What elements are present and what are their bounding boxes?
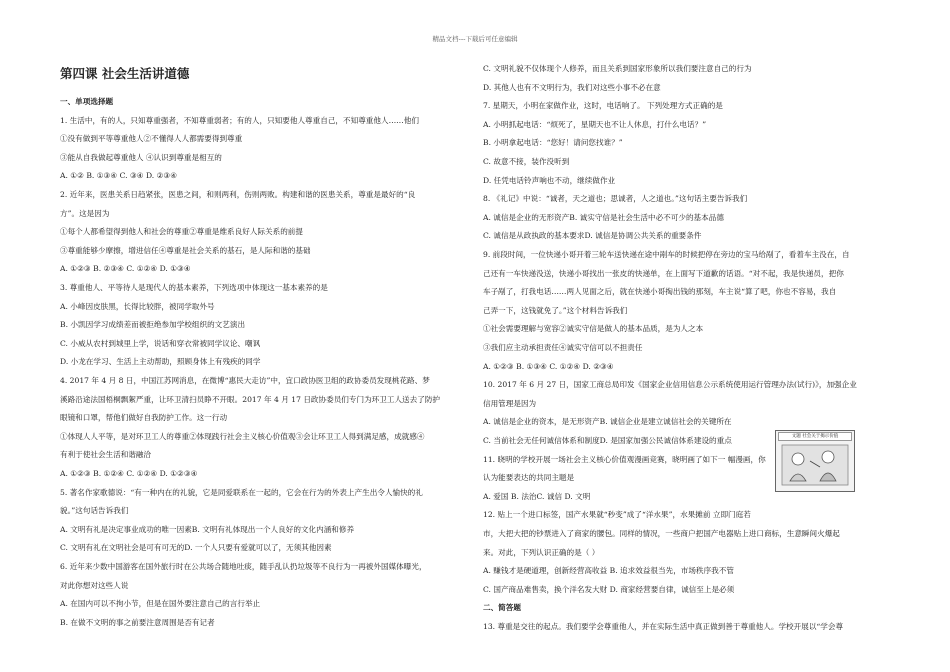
right-text-line: D. 其他人也有不文明行为，我们对这些小事不必在意 [483,82,661,92]
left-text-line: 6. 近年来少数中国游客在国外旅行时在公共场合随地吐痰，随手乱认扔垃圾等不良行为一再被外国媒体曝光， [60,562,427,571]
right-text-line: A. ①②③ B. ①③④ C. ①②④ D. ②③④ [483,361,614,371]
right-text-line: B. 小明拿起电话：“您好！请问您找谁？” [483,138,623,148]
right-text-line: 己弄一下，这钱就免了。”这个材料告诉我们 [483,305,628,315]
right-text-line: 10. 2017 年 6 月 27 日，国家工商总局印发《国家企业信用信息公示系统使用运行管理办法(试行)》，加强企业 [483,380,857,390]
left-text-line: 貌。”这句话告诉我们 [60,506,129,516]
right-text-line: 认为能要表达的共同主题是 [483,473,575,483]
cartoon-caption: 文题 社会关于揭示价值 [778,432,852,441]
right-text-line: A. 小明抓起电话：“烦死了，星期天也不让人休息，打什么电话？” [483,119,707,129]
right-text-line: A. 赚钱才是硬道理，创新经营高收益 B. 追求效益很当先，市场秩序我不管 [483,566,734,576]
left-text-line: 3. 尊重他人、平等待人是现代人的基本素养，下列选项中体现这一基本素养的是 [60,283,328,292]
right-text-line: 12. 贴上一个进口标签，国产水果就“秒变”成了“洋水果”，水果摊前 立即门庭若 [483,510,751,520]
right-text-line: C. 诚信是从政执政的基本要求D. 诚信是协调公共关系的重要条件 [483,231,702,241]
left-text-line: 溪路沿途法国梧桐飘絮严重，让环卫清扫员睁不开眼。2017 年 4 月 17 日政协委员们专门为环卫工人送去了防护 [60,394,441,404]
left-text-line: A. 小峰因皮肤黑，长得比较胖，被同学取外号 [60,301,215,311]
left-text-line: 5. 著名作家歌德说：“有一种内在的礼貌，它是同爱联系在一起的，它会在行为的外表上产生出令人愉快的礼 [60,487,423,497]
left-text-line: D. 小龙在学习、生活上主动帮助，照顾身体上有残疾的同学 [60,357,261,367]
left-text-line: ①没有做到平等尊重他人②不懂得人人都需要得到尊重 [60,134,243,144]
right-text-line: A. 诚信是企业的无形资产B. 诚实守信是社会生活中必不可少的基本品德 [483,212,724,222]
right-text-line: 9. 前段时间，一位快递小哥开着三轮车送快递在途中剐车的时候把停在旁边的宝马给剐了，看着车主没在，自 [483,250,850,259]
right-text-line: C. 故意不接，装作没听到 [483,157,570,166]
right-text-line: 8. 《礼记》中说：“诚者，天之道也；思诚者，人之道也。”这句话主要告诉我们 [483,194,748,204]
right-text-line: D. 任凭电话铃声响也不动，继续做作业 [483,175,616,185]
right-text-line: 市，大把大把的钞票进入了商家的腰包。同样的情况，一些商户把国产电器贴上进口商标，生意瞬间火爆起 [483,529,840,538]
right-text-line: 来。对此，下列认识正确的是（ ） [483,547,600,557]
right-text-line: 车子剐了，打我电话……两人见面之后，就在快递小哥掏出钱的那刻，车主说“算了吧，你也不容易，我自 [483,287,837,297]
left-text-line: 对此你想对这些人说 [60,580,129,590]
right-text-line: 己还有一车快递没送，快递小哥找出一张皮的快递单，在上面写下道歉的话语。“对不起，我是快递员，把你 [483,268,844,278]
right-text-line: C. 文明礼貌不仅体现个人修养，而且关系到国家形象所以我们要注意自己的行为 [483,64,752,73]
left-text-line: ③尊重能够少摩擦，增进信任④尊重是社会关系的基石，是人际和谐的基础 [60,245,311,255]
page-title: 第四课 社会生活讲道德 [60,66,190,81]
right-text-line: 信用管理是因为 [483,398,537,408]
left-text-line: 方”。这是因为 [60,208,110,218]
left-text-line: A. ①② B. ①③④ C. ③④ D. ②③④ [60,171,178,181]
left-text-line: C. 小威从农村到城里上学，说话和穿衣常被同学议论、嘲讽 [60,338,261,348]
cartoon-drawing [776,431,854,491]
cartoon-image [775,430,855,492]
left-text-line: 2. 近年来，医患关系日趋紧张，医患之间，和则两利，伤则两败。构建和谐的医患关系，尊重是最好的“良 [60,190,416,199]
left-text-line: A. 文明有礼是决定事业成功的唯一因素B. 文明有礼体现出一个人良好的文化内涵和修养 [60,524,355,534]
left-text-line: 有利于使社会生活和谐融洽 [60,450,152,460]
right-text-line: A. 爱国 B. 法治C. 诚信 D. 文明 [483,491,591,501]
section-heading: 二、简答题 [483,603,521,613]
left-text-line: 1. 生活中，有的人，只知尊重强者，不知尊重弱者；有的人，只知要他人尊重自己，不知尊重他人……他们 [60,115,419,125]
left-text-line: ③能从自我做起尊重他人 ④认识到尊重是相互的 [60,152,222,162]
left-text-line: 眼镜和口罩，帮他们做好自我防护工作。这一行动 [60,413,228,423]
left-text-line: A. ①②③ B. ①②④ C. ①②④ D. ①②③④ [60,469,198,478]
left-text-line: B. 小凯因学习成绩差而被拒绝参加学校组织的文艺演出 [60,320,246,330]
left-text-line: C. 文明有礼在文明社会是可有可无的D. 一个人只要有爱就可以了，无须其他因素 [60,543,332,553]
right-text-line: 7. 星期天，小明在家做作业，这时，电话响了。 下列处理方式正确的是 [483,101,723,111]
right-text-line: C. 当前社会无任何诚信体系和制度D. 是国家加强公民诚信体系建设的重点 [483,436,732,445]
right-text-line: 13. 尊重是交往的起点。我们要学会尊重他人，并在实际生活中真正做到善于尊重他人。学校开展以“学会尊 [483,622,844,631]
left-text-line: A. 在国内可以不拘小节，但是在国外要注意自己的言行举止 [60,599,261,609]
right-text-line: 11. 晓明的学校开展一场社会主义核心价值观漫画竞赛，晓明画了如下一 幅漫画，你 [483,454,766,464]
right-text-line: A. 诚信是企业的资本，是无形资产B. 诚信企业是建立诚信社会的关键所在 [483,417,732,427]
page-header: 精品文档---下载后可任意编辑 [432,35,518,43]
right-text-line: C. 国产商品难售卖，换个洋名发大财 D. 商家经营要自律，诚信至上是必须 [483,584,735,594]
left-text-line: A. ①②③ B. ②③④ C. ①②④ D. ①③④ [60,264,191,274]
left-text-line: B. 在做不文明的事之前要注意周围是否有记者 [60,617,215,627]
right-text-line: ①社会需要理解与宽容②诚实守信是做人的基本品质，是为人之本 [483,324,704,334]
section-heading: 一、单项选择题 [60,97,114,106]
left-text-line: ①每个人都希望得到他人和社会的尊重②尊重是维系良好人际关系的前提 [60,227,303,237]
left-text-line: ①体现人人平等，是对环卫工人的尊重②体现践行社会主义核心价值观③会让环卫工人得到满足感，成就感④ [60,431,425,441]
right-text-line: ③我们应主动承担责任④诚实守信可以不担责任 [483,343,643,352]
left-text-line: 4. 2017 年 4 月 8 日，中国江苏网消息，在微博“惠民大走访”中，宜口政协医卫组的政协委员发现桃花路、梦 [60,376,430,385]
